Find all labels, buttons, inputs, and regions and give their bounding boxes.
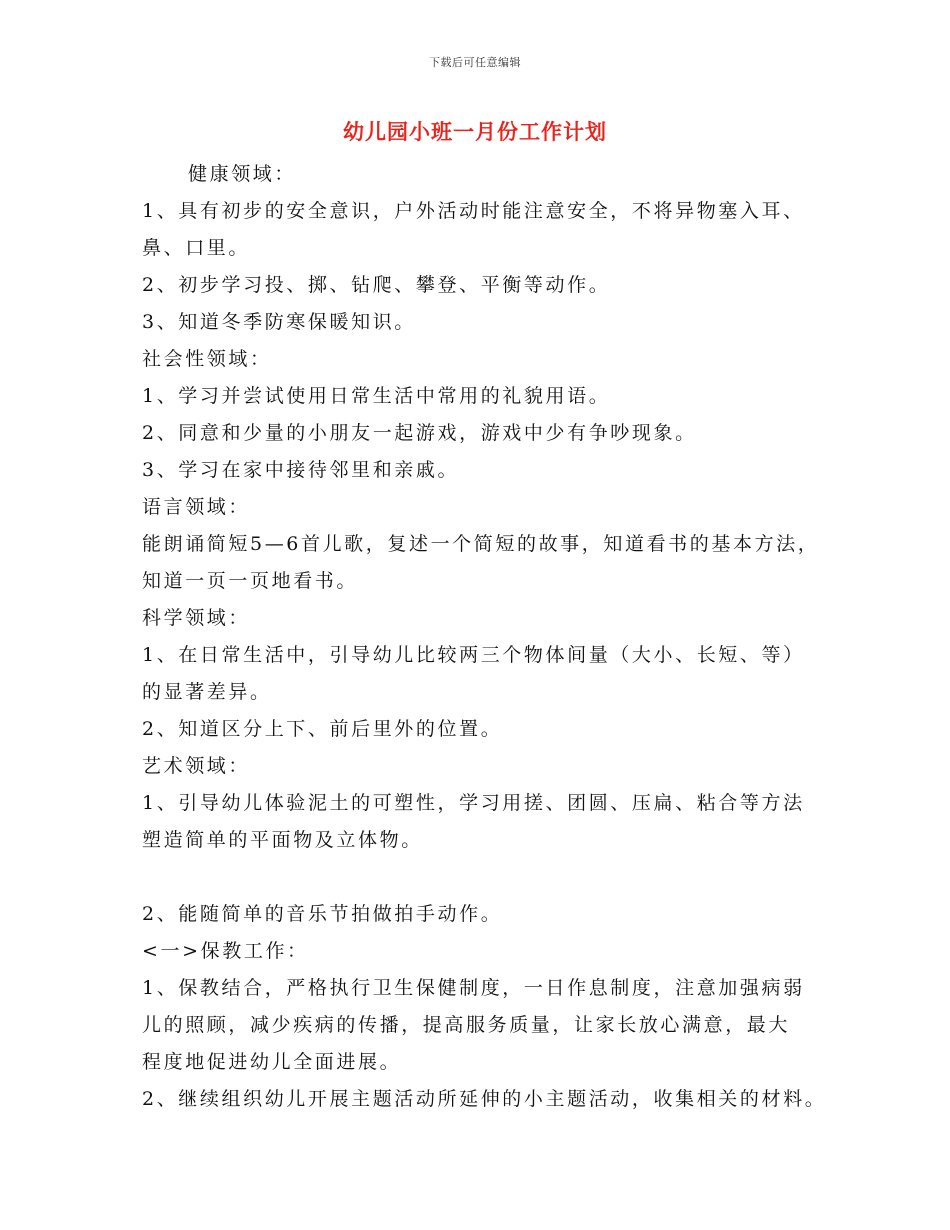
body-line: 3、学习在家中接待邻里和亲戚。: [142, 459, 460, 481]
document-body: [142, 156, 832, 1118]
body-line: 程度地促进幼儿全面进展。: [142, 1051, 402, 1073]
body-line: 2、知道区分上下、前后里外的位置。: [142, 718, 503, 740]
body-line: 2、能随简单的音乐节拍做拍手动作。: [142, 903, 503, 925]
section-heading-health: 健康领域：: [188, 163, 297, 185]
body-line: 1、在日常生活中，引导幼儿比较两三个物体间量（大小、长短、等）: [142, 644, 805, 666]
section-heading-care-work: <一>保教工作：: [142, 940, 309, 962]
section-heading-art: 艺术领域：: [142, 755, 251, 777]
body-line: 1、保教结合，严格执行卫生保健制度，一日作息制度，注意加强病弱: [142, 977, 805, 999]
section-heading-science: 科学领域：: [142, 607, 251, 629]
body-line: 塑造简单的平面物及立体物。: [142, 829, 423, 851]
body-line: 知道一页一页地看书。: [142, 570, 359, 592]
body-line: 儿的照顾，减少疾病的传播，提高服务质量，让家长放心满意，最大: [142, 1014, 791, 1036]
body-line: 的显著差异。: [142, 681, 272, 703]
body-line: 2、初步学习投、掷、钻爬、攀登、平衡等动作。: [142, 274, 611, 296]
page-header-note: 下载后可任意编辑: [429, 56, 521, 69]
body-line: 2、同意和少量的小朋友一起游戏，游戏中少有争吵现象。: [142, 422, 697, 444]
body-line: 能朗诵简短5—6首儿歌，复述一个简短的故事，知道看书的基本方法，: [142, 533, 820, 555]
section-heading-social: 社会性领域：: [142, 348, 272, 370]
body-line: 鼻、口里。: [142, 237, 251, 259]
body-line: 1、引导幼儿体验泥土的可塑性，学习用搓、团圆、压扁、粘合等方法: [142, 792, 805, 814]
body-line: 1、学习并尝试使用日常生活中常用的礼貌用语。: [142, 385, 611, 407]
blank-line: [142, 859, 832, 896]
document-title: 幼儿园小班一月份工作计划: [343, 119, 607, 144]
section-heading-language: 语言领域：: [142, 496, 251, 518]
body-line: 3、知道冬季防寒保暖知识。: [142, 311, 416, 333]
body-line: 1、具有初步的安全意识，户外活动时能注意安全，不将异物塞入耳、: [142, 200, 805, 222]
body-line: 2、继续组织幼儿开展主题活动所延伸的小主题活动，收集相关的材料。: [142, 1088, 827, 1110]
